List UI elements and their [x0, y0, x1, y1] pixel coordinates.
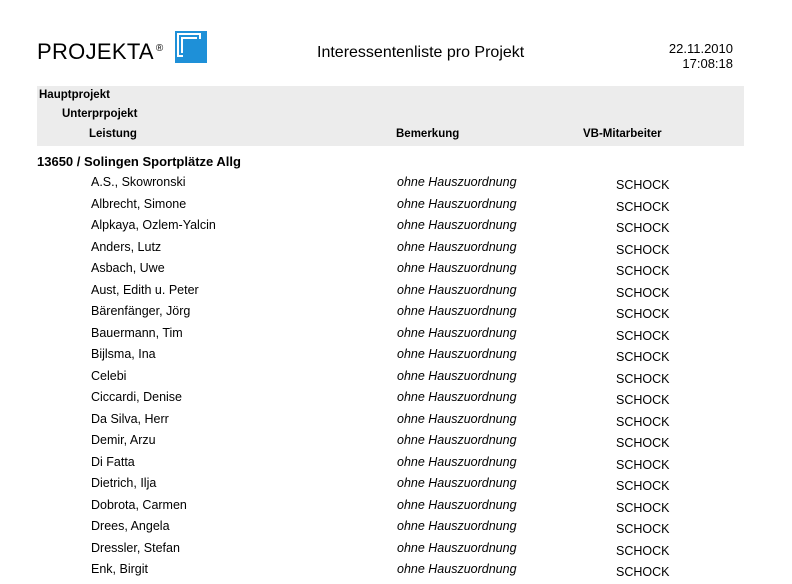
- row-name: Bijlsma, Ina: [91, 347, 156, 361]
- row-bemerkung: ohne Hauszuordnung: [397, 325, 517, 340]
- interessenten-list: [0, 172, 792, 581]
- row-vb-mitarbeiter: SCHOCK: [616, 479, 670, 493]
- row-name: Bärenfänger, Jörg: [91, 304, 191, 318]
- row-vb-mitarbeiter: SCHOCK: [616, 242, 670, 257]
- row-bemerkung: ohne Hauszuordnung: [397, 519, 517, 533]
- row-vb-mitarbeiter: SCHOCK: [616, 543, 670, 558]
- row-name: Anders, Lutz: [91, 239, 162, 254]
- row-bemerkung: ohne Hauszuordnung: [397, 562, 517, 576]
- list-row: [0, 473, 792, 495]
- row-vb-mitarbeiter: SCHOCK: [616, 350, 670, 364]
- row-name: Dobrota, Carmen: [91, 497, 187, 512]
- row-name: Demir, Arzu: [91, 433, 156, 447]
- row-bemerkung: ohne Hauszuordnung: [397, 175, 517, 189]
- row-bemerkung: ohne Hauszuordnung: [397, 261, 517, 275]
- row-vb-mitarbeiter: SCHOCK: [616, 500, 670, 515]
- row-bemerkung: ohne Hauszuordnung: [397, 497, 517, 512]
- header-vb-mitarbeiter: VB-Mitarbeiter: [583, 128, 662, 140]
- row-bemerkung: ohne Hauszuordnung: [397, 476, 517, 490]
- row-bemerkung: ohne Hauszuordnung: [397, 390, 517, 404]
- row-vb-mitarbeiter: SCHOCK: [616, 522, 670, 536]
- header-bemerkung: Bemerkung: [396, 128, 460, 140]
- list-row: [0, 452, 792, 474]
- list-row: [0, 323, 792, 345]
- row-vb-mitarbeiter: SCHOCK: [616, 221, 670, 235]
- row-name: Da Silva, Herr: [91, 411, 169, 426]
- row-name: Enk, Birgit: [91, 562, 148, 576]
- row-name: Dressler, Stefan: [91, 540, 180, 555]
- row-bemerkung: ohne Hauszuordnung: [397, 196, 517, 211]
- row-name: Ciccardi, Denise: [91, 390, 183, 404]
- row-name: Alpkaya, Ozlem-Yalcin: [91, 218, 216, 232]
- row-name: Drees, Angela: [91, 519, 170, 533]
- row-vb-mitarbeiter: SCHOCK: [616, 436, 670, 450]
- header-hauptprojekt: Hauptprojekt: [39, 89, 110, 101]
- row-vb-mitarbeiter: SCHOCK: [616, 393, 670, 407]
- list-row: [0, 172, 792, 194]
- header-leistung: Leistung: [89, 128, 137, 140]
- row-bemerkung: ohne Hauszuordnung: [397, 239, 517, 254]
- row-name: Celebi: [91, 368, 127, 383]
- row-bemerkung: ohne Hauszuordnung: [397, 433, 517, 447]
- report-time: 17:08:18: [682, 56, 733, 71]
- row-bemerkung: ohne Hauszuordnung: [397, 347, 517, 361]
- logo-mark-icon: [175, 31, 207, 63]
- row-bemerkung: ohne Hauszuordnung: [397, 304, 517, 318]
- row-name: Aust, Edith u. Peter: [91, 282, 199, 297]
- list-row: [0, 344, 792, 366]
- row-vb-mitarbeiter: SCHOCK: [616, 264, 670, 278]
- row-bemerkung: ohne Hauszuordnung: [397, 411, 517, 426]
- row-name: Di Fatta: [91, 454, 135, 469]
- list-row: [0, 516, 792, 538]
- logo-wordmark: PROJEKTA ®: [37, 39, 164, 64]
- list-row: [0, 366, 792, 388]
- row-name: Asbach, Uwe: [91, 261, 165, 275]
- report-date: 22.11.2010: [668, 41, 733, 56]
- row-name: Albrecht, Simone: [91, 196, 187, 211]
- row-vb-mitarbeiter: SCHOCK: [616, 285, 670, 300]
- list-row: [0, 495, 792, 517]
- row-name: Bauermann, Tim: [91, 325, 183, 340]
- report-title: Interessentenliste pro Projekt: [317, 44, 525, 61]
- row-bemerkung: ohne Hauszuordnung: [397, 368, 517, 383]
- list-row: [0, 538, 792, 560]
- header-unterprojekt: Unterprpojekt: [62, 108, 138, 120]
- row-bemerkung: ohne Hauszuordnung: [397, 282, 517, 297]
- row-vb-mitarbeiter: SCHOCK: [616, 178, 670, 192]
- row-vb-mitarbeiter: SCHOCK: [616, 307, 670, 321]
- list-row: [0, 409, 792, 431]
- row-bemerkung: ohne Hauszuordnung: [397, 218, 517, 232]
- list-row: [0, 301, 792, 323]
- row-vb-mitarbeiter: SCHOCK: [616, 371, 670, 386]
- row-name: Dietrich, Ilja: [91, 476, 157, 490]
- row-vb-mitarbeiter: SCHOCK: [616, 457, 670, 472]
- list-row: [0, 430, 792, 452]
- row-vb-mitarbeiter: SCHOCK: [616, 414, 670, 429]
- list-row: [0, 215, 792, 237]
- list-row: [0, 258, 792, 280]
- project-title: 13650 / Solingen Sportplätze Allg: [37, 154, 241, 169]
- projekta-logo: [37, 31, 217, 67]
- list-row: [0, 559, 792, 581]
- row-bemerkung: ohne Hauszuordnung: [397, 540, 517, 555]
- list-row: [0, 237, 792, 259]
- row-vb-mitarbeiter: SCHOCK: [616, 328, 670, 343]
- list-row: [0, 280, 792, 302]
- row-name: A.S., Skowronski: [91, 175, 186, 189]
- list-row: [0, 387, 792, 409]
- row-vb-mitarbeiter: SCHOCK: [616, 199, 670, 214]
- row-vb-mitarbeiter: SCHOCK: [616, 565, 670, 579]
- row-bemerkung: ohne Hauszuordnung: [397, 454, 517, 469]
- list-row: [0, 194, 792, 216]
